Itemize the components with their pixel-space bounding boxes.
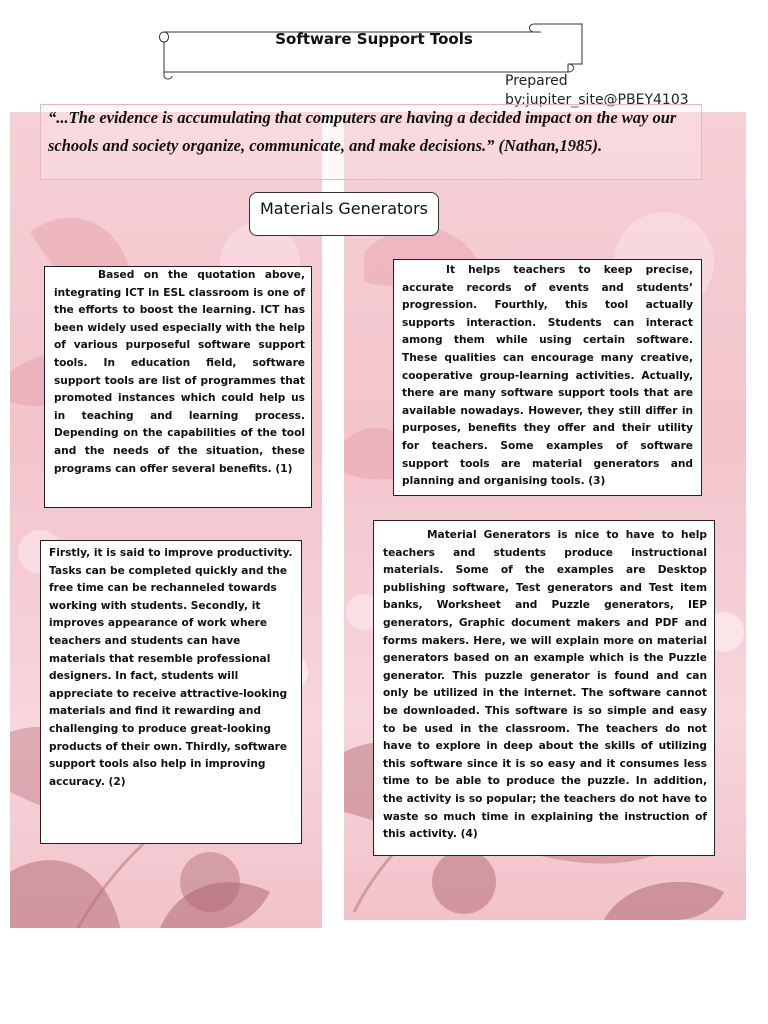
text-box-2: [40, 540, 302, 844]
text-box-3-content: It helps teachers to keep precise, accurate records of events and students’ progression. Fourthly, this tool actually supports interaction. Students can interact among them while using certain software. These qualities can encourage many creative, cooperative group-learning activities. Actually, there are many software support tools that are available nowadays. However, they still differ in purposes, benefits they offer and their utility for teachers. Some examples of software support tools are material generators and planning and organising tools. (3): [402, 264, 693, 488]
page-title: Software Support Tools: [275, 30, 473, 48]
prepared-line-2: by:jupiter_site@PBEY4103: [505, 92, 689, 108]
prepared-line-1: Prepared: [505, 73, 568, 89]
text-box-1: [44, 266, 312, 508]
quotation: “...The evidence is accumulating that computers are having a decided impact on the way our schools and society organize, communicate, and make decisions.” (Nathan,1985).: [48, 108, 677, 155]
section-title: Materials Generators: [259, 199, 428, 218]
text-box-4: [373, 520, 715, 856]
text-box-3: [393, 259, 702, 496]
text-box-1-content: Based on the quotation above, integrating ICT in ESL classroom is one of the efforts to boost the learning. ICT has been widely used especially with the help of various purposeful software support tools. In education field, software support tools are list of programmes that promoted instances which could help us in teaching and learning process. Depending on the capabilities of the tool and the needs of the situation, these programs can offer several benefits. (1): [54, 269, 305, 475]
text-box-4-content: Material Generators is nice to have to help teachers and students produce instructional materials. Some of the examples are Desktop publishing software, Test generators and Test item banks, Worksheet and Puzzle generators, IEP generators, Graphic document makers and PDF and forms makers. Here, we will explain more on material generators based on an example which is the Puzzle generator. This puzzle generator is found and can only be utilized in the internet. The software cannot be downloaded. This software is so simple and easy to be used in the classroom. The teachers do not have to explore in deep about the skills of utilizing this software since it is so easy and it consumes less time to be able to produce the puzzle. In addition, the activity is so popular; the teachers do not have to waste so much time in explaining the instruction of this activity. (4): [383, 529, 707, 841]
text-box-2-content: Firstly, it is said to improve productivity. Tasks can be completed quickly and the free time can be rechanneled towards working with students. Secondly, it improves appearance of work where teachers and students can have materials that resemble professional designers. In fact, students will appreciate to receive attractive-looking materials and find it rewarding and challenging to produce great-looking products of their own. Thirdly, software support tools also help in improving accuracy. (2): [49, 547, 293, 788]
